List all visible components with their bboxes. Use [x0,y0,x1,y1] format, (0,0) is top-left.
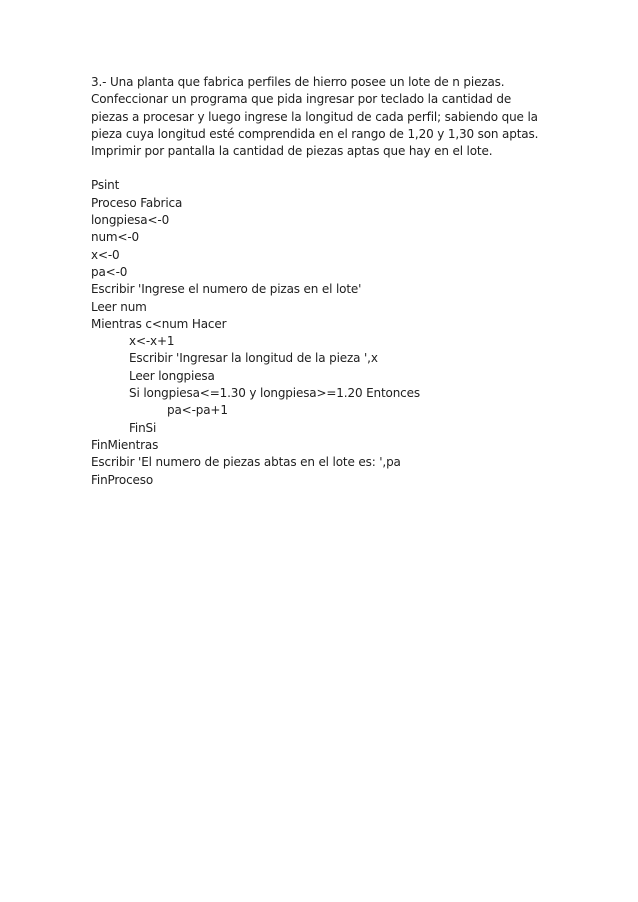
code-line: x<-0 [91,247,120,262]
code-line: Leer longpiesa [129,368,215,383]
code-line: Mientras c<num Hacer [91,316,227,331]
code-label: Psint [91,178,120,193]
code-line: Proceso Fabrica [91,195,183,210]
paragraph-spacer [91,160,551,177]
code-line: Escribir 'El numero de piezas abtas en el lote es: ',pa [91,455,401,470]
pseudocode-block [91,195,551,489]
document-content [91,74,551,489]
problem-statement: 3.- Una planta que fabrica perfiles de hierro posee un lote de n piezas. Confeccionar un programa que pida ingresar por teclado la cantidad de piezas a procesar y luego ingrese la longitud de cada perfil; sabiendo que la pieza cuya longitud esté comprendida en el rango de 1,20 y 1,30 son aptas. Imprimir por pantalla la cantidad de piezas aptas que hay en el lote. [91,75,539,159]
code-line: FinMientras [91,437,159,452]
code-line: Escribir 'Ingresar la longitud de la pieza ',x [129,351,378,366]
code-line: pa<-0 [91,264,128,279]
code-line: num<-0 [91,230,140,245]
code-line: longpiesa<-0 [91,213,170,228]
code-line: Si longpiesa<=1.30 y longpiesa>=1.20 Entonces [129,386,420,401]
code-line: Escribir 'Ingrese el numero de pizas en el lote' [91,282,362,297]
code-line: FinProceso [91,472,154,487]
code-line: pa<-pa+1 [167,403,228,418]
code-line: x<-x+1 [129,334,175,349]
code-line: FinSi [129,420,157,435]
code-line: Leer num [91,299,147,314]
